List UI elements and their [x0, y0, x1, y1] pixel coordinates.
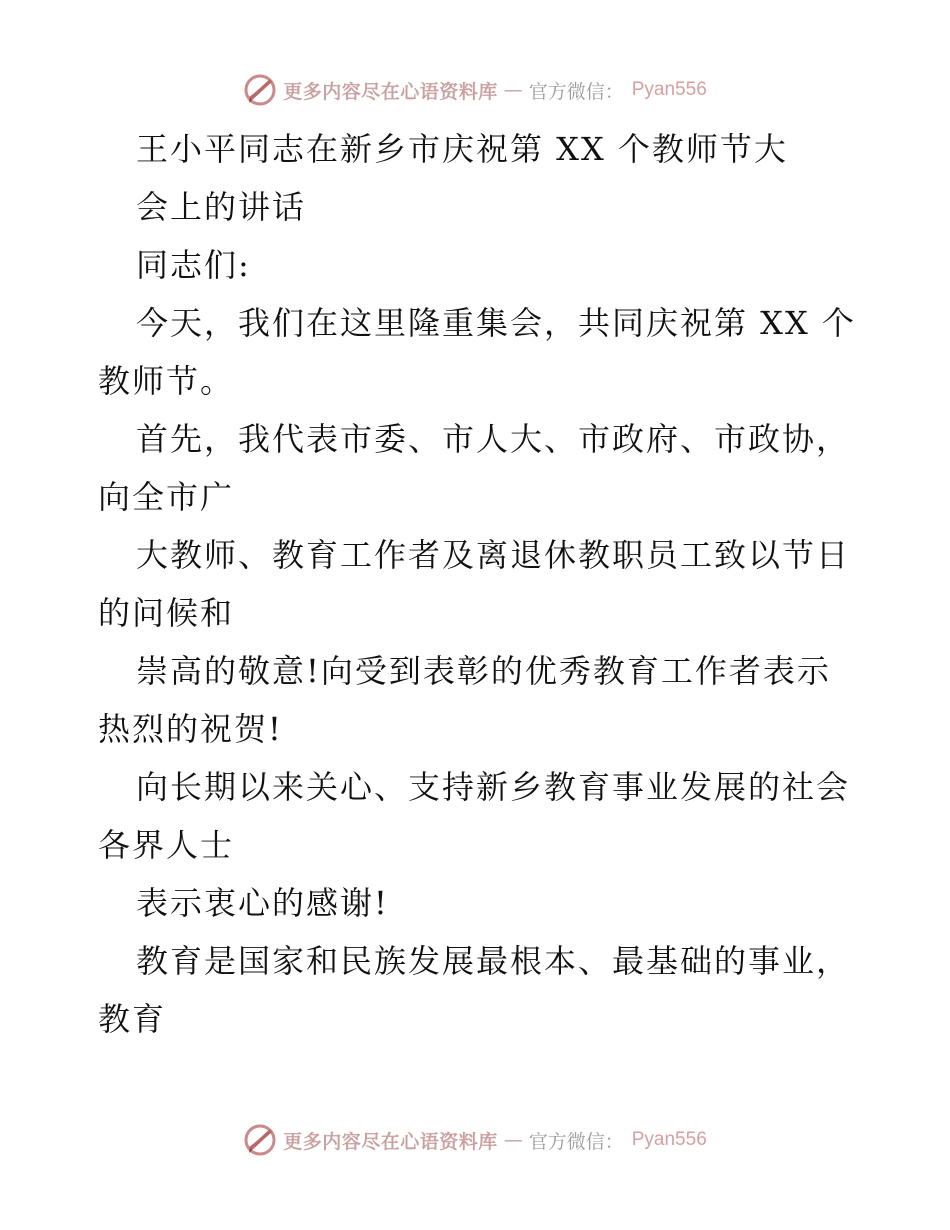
banner-wechat-id: Pyan556 [631, 1129, 707, 1150]
header-watermark-banner [0, 72, 950, 108]
banner-wechat-label: 官方微信： [528, 80, 624, 103]
banner-wechat-label: 官方微信： [528, 1130, 624, 1153]
banner-main-text: 更多内容尽在心语资料库 [283, 80, 498, 103]
paragraph-line: 今天，我们在这里隆重集会，共同庆祝第 XX 个 [136, 304, 856, 342]
paragraph-line: 向长期以来关心、支持新乡教育事业发展的社会 [136, 768, 851, 806]
footer-watermark-banner [0, 1122, 950, 1158]
pen-nib-logo-icon [243, 73, 277, 107]
paragraph-line: 教师节。 [98, 362, 235, 400]
paragraph-line: 的问候和 [98, 594, 235, 632]
paragraph-line: 各界人士 [98, 826, 235, 864]
paragraph-line: 教育 [98, 1000, 167, 1038]
banner-wechat-id: Pyan556 [631, 79, 707, 100]
paragraph-line: 热烈的祝贺! [98, 710, 283, 748]
document-title-line-1: 王小平同志在新乡市庆祝第 XX 个教师节大 [136, 130, 788, 168]
paragraph-line: 崇高的敬意!向受到表彰的优秀教育工作者表示 [136, 652, 831, 690]
banner-separator: — [503, 1129, 523, 1151]
banner-separator: — [503, 79, 523, 101]
paragraph-line: 大教师、教育工作者及离退休教职员工致以节日 [136, 536, 851, 574]
paragraph-line: 表示衷心的感谢! [136, 884, 389, 922]
salutation: 同志们: [136, 246, 251, 284]
paragraph-line: 首先，我代表市委、市人大、市政府、市政协， [136, 420, 851, 458]
document-body [98, 120, 858, 1048]
pen-nib-logo-icon [243, 1123, 277, 1157]
document-title-line-2: 会上的讲话 [136, 188, 307, 226]
paragraph-line: 教育是国家和民族发展最根本、最基础的事业， [136, 942, 851, 980]
banner-main-text: 更多内容尽在心语资料库 [283, 1130, 498, 1153]
paragraph-line: 向全市广 [98, 478, 235, 516]
